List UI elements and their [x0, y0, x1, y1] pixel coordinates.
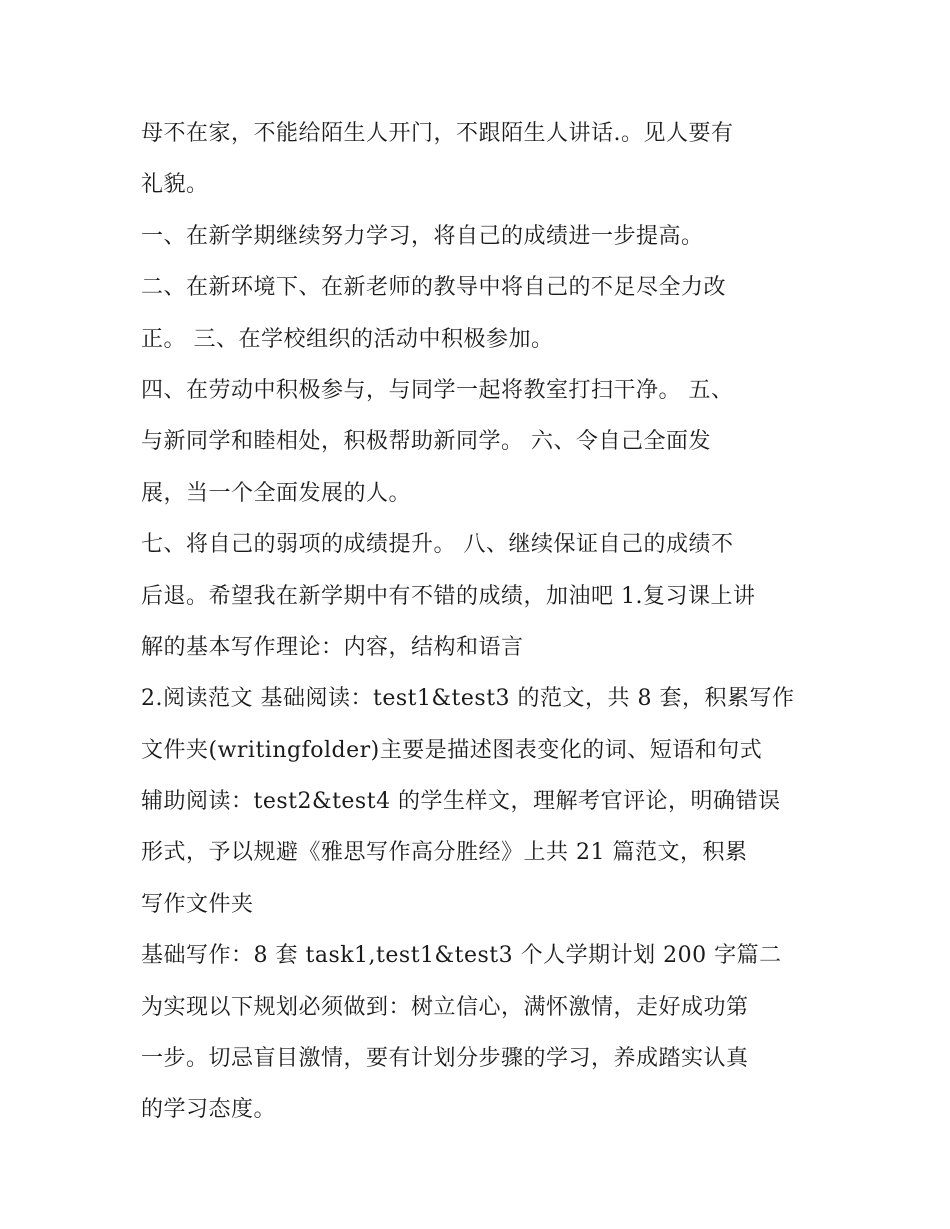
- text-line: 一、在新学期继续努力学习，将自己的成绩进一步提高。: [141, 223, 704, 249]
- text-line: 展，当一个全面发展的人。: [141, 480, 412, 506]
- text-line: 一步。切忌盲目激情，要有计划分步骤的学习，养成踏实认真: [141, 1046, 749, 1072]
- text-line: 四、在劳动中积极参与，与同学一起将教室打扫干净。 五、: [141, 377, 734, 403]
- text-line: 母不在家，不能给陌生人开门，不跟陌生人讲话.。见人要有: [141, 121, 734, 146]
- text-line: 解的基本写作理论：内容，结构和语言: [141, 634, 524, 660]
- text-line: 为实现以下规划必须做到：树立信心，满怀激情，走好成功第: [141, 994, 749, 1020]
- text-line: 基础写作：8 套 task1,test1&test3 个人学期计划 200 字篇二: [141, 943, 782, 969]
- text-line: 二、在新环境下、在新老师的教导中将自己的不足尽全力改: [141, 275, 727, 301]
- text-line: 辅助阅读：test2&test4 的学生样文，理解考官评论，明确错误: [141, 789, 781, 815]
- text-line: 写作文件夹: [141, 891, 254, 917]
- document-body: [141, 108, 831, 1136]
- text-line: 形式，予以规避《雅思写作高分胜经》上共 21 篇范文，积累: [141, 840, 748, 866]
- text-line: 后退。希望我在新学期中有不错的成绩，加油吧 1.复习课上讲: [141, 583, 756, 609]
- text-line: 与新同学和睦相处，积极帮助新同学。 六、令自己全面发: [141, 429, 711, 455]
- text-line: 七、将自己的弱项的成绩提升。 八、继续保证自己的成绩不: [141, 532, 734, 558]
- text-line: 正。 三、在学校组织的活动中积极参加。: [141, 326, 554, 352]
- text-line: 的学习态度。: [141, 1097, 277, 1123]
- text-line: 文件夹(writingfolder)主要是描述图表变化的词、短语和句式: [141, 737, 763, 763]
- text-line: 2.阅读范文 基础阅读：test1&test3 的范文，共 8 套，积累写作: [141, 686, 795, 712]
- text-line: 礼貌。: [141, 172, 209, 198]
